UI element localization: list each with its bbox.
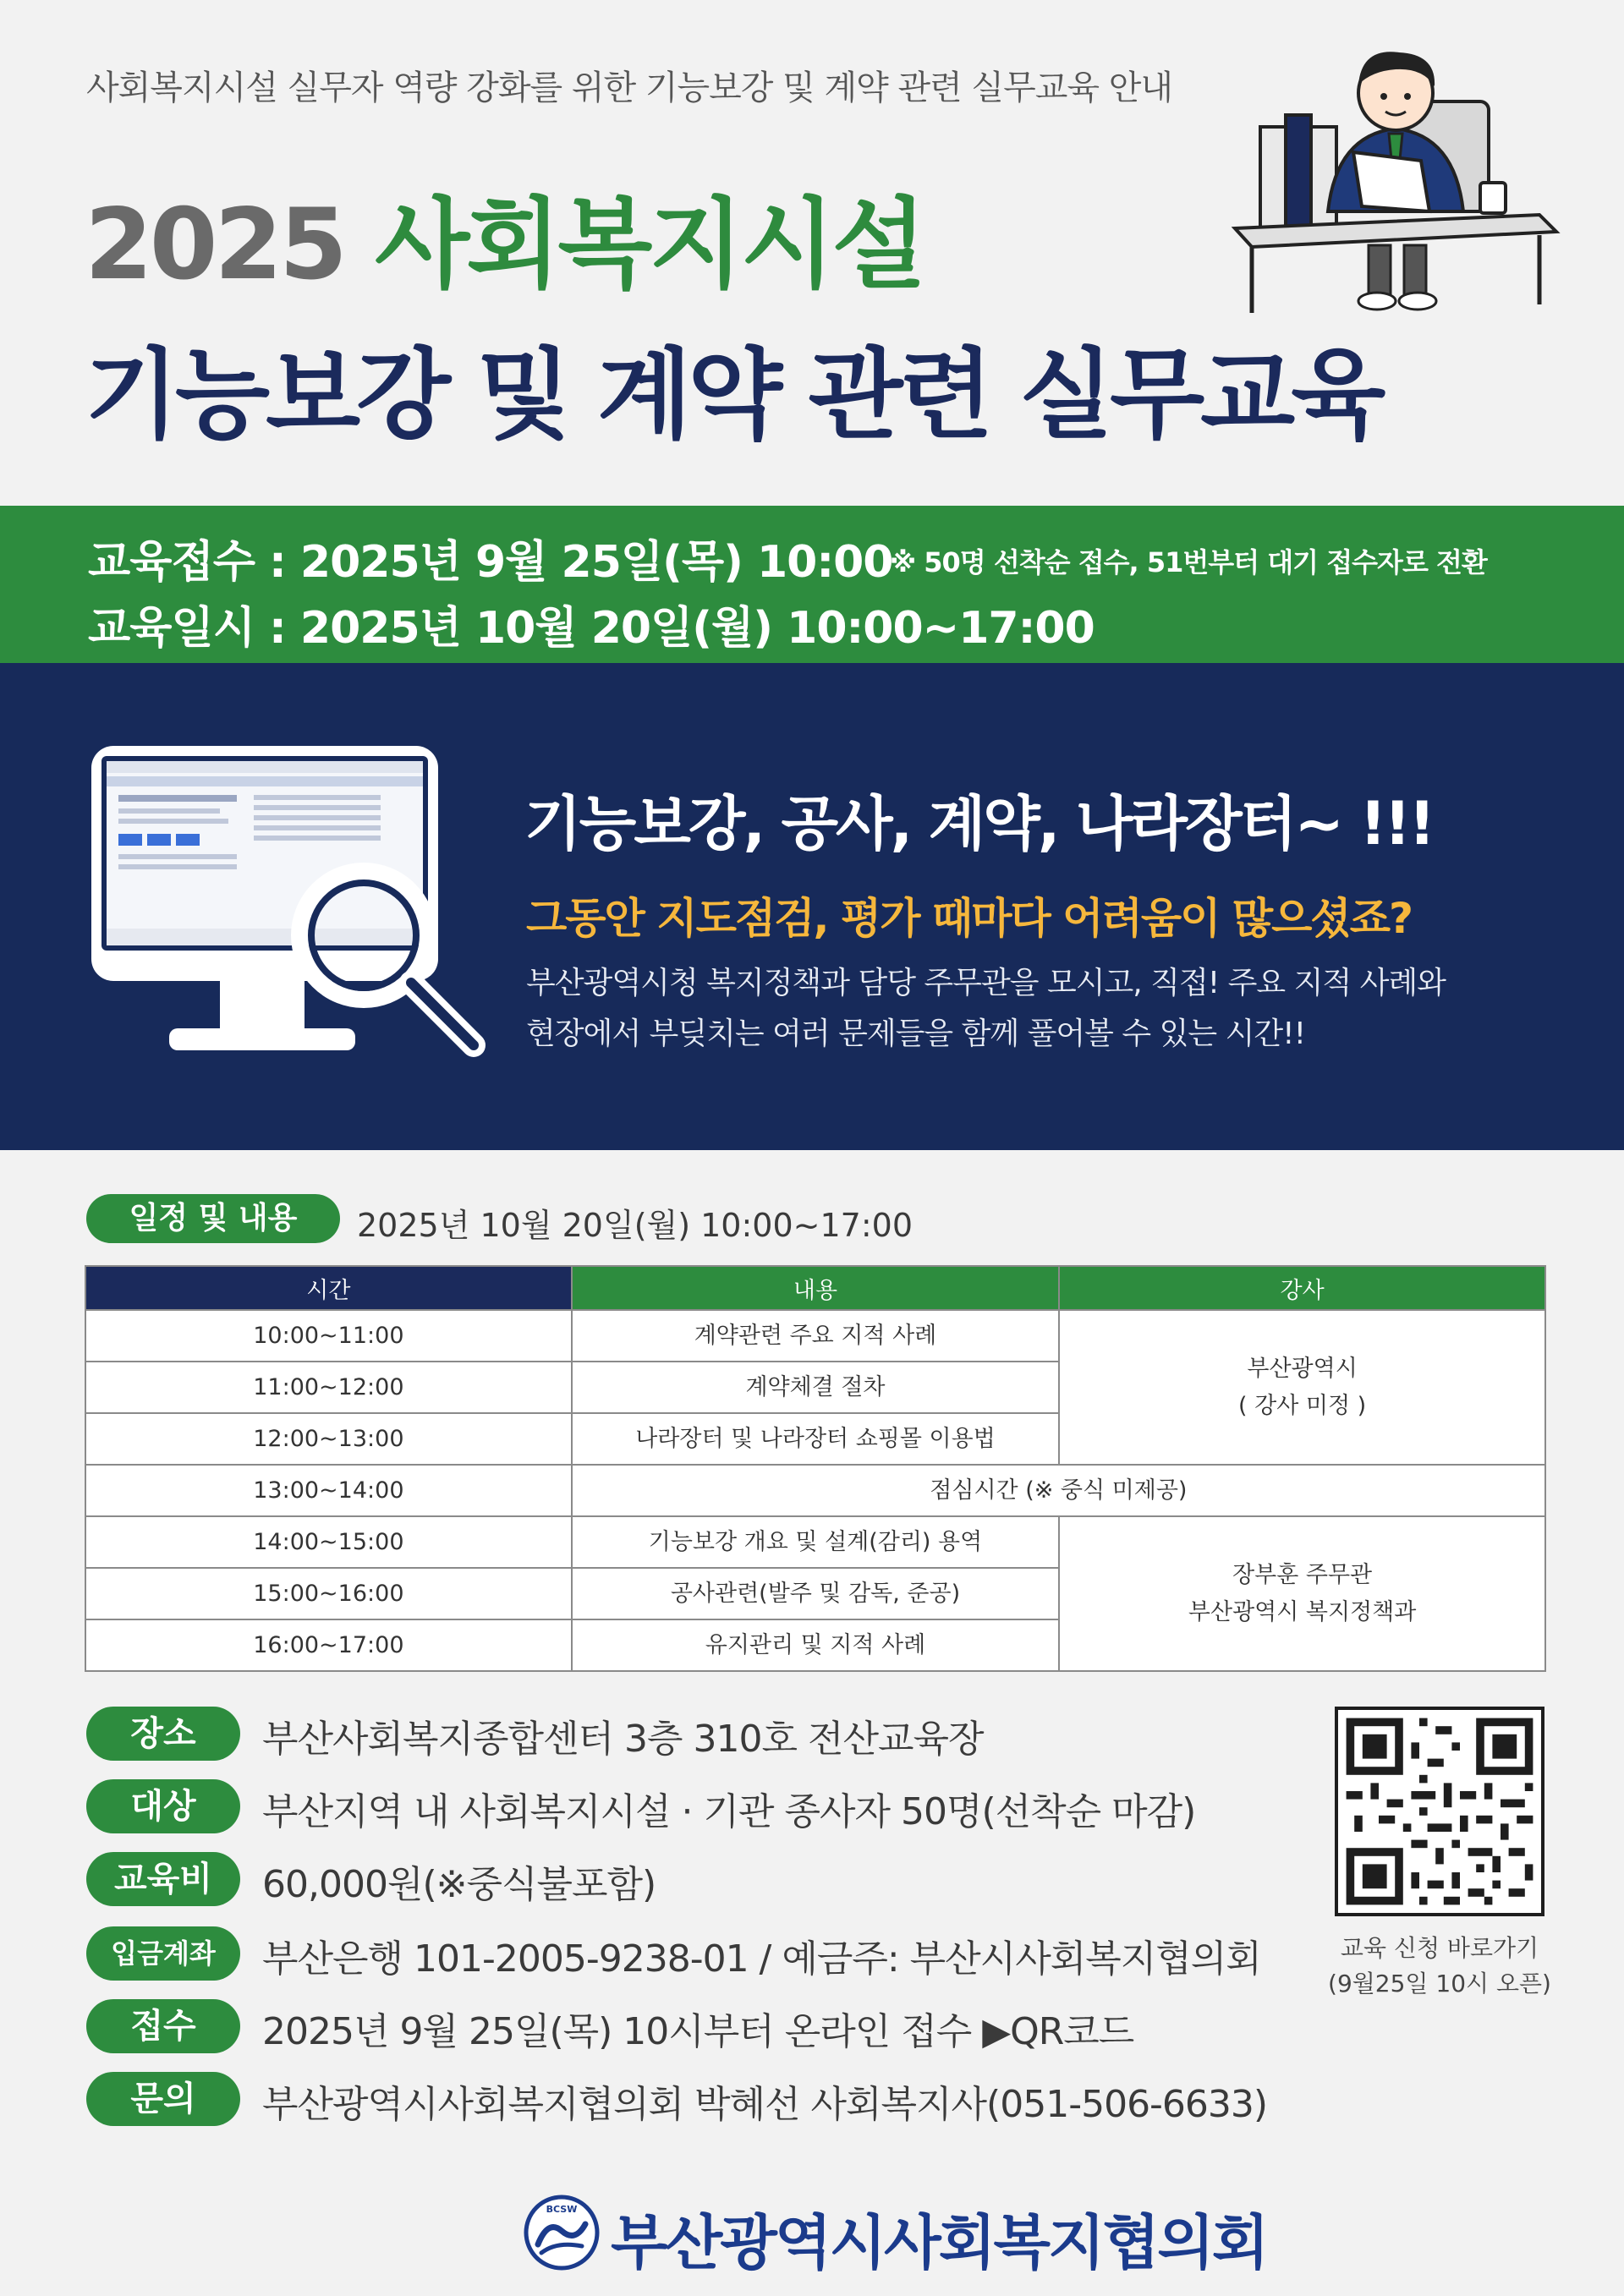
qr-caption: 교육 신청 바로가기 [1340, 1934, 1539, 1962]
fee-main: 60,000원 [262, 1863, 423, 1906]
time-cell: 11:00~12:00 [85, 1362, 572, 1413]
instructor-note: ( 강사 미정 ) [1238, 1392, 1367, 1419]
fee-label: 교육비 [86, 1852, 240, 1906]
instructor-cell [1059, 1516, 1545, 1671]
content-cell: 나라장터 및 나라장터 쇼핑몰 이용법 [572, 1413, 1059, 1465]
time-cell: 16:00~17:00 [85, 1619, 572, 1671]
fee-note: (※중식불포함) [422, 1863, 656, 1906]
qr-caption-note: (9월25일 10시 오픈) [1328, 1970, 1551, 1997]
schedule-date: 2025년 10월 20일(월) 10:00~17:00 [357, 1207, 913, 1244]
content-cell: 기능보강 개요 및 설계(감리) 용역 [572, 1516, 1059, 1568]
page-subtitle: 사회복지시설 실무자 역량 강화를 위한 기능보강 및 계약 관련 실무교육 안내 [86, 68, 1172, 107]
account-value: 부산은행 101-2005-9238-01 / 예금주: 부산시사회복지협의회 [262, 1937, 1261, 1981]
promo-headline: 기능보강, 공사, 계약, 나라장터~ !!! [524, 789, 1434, 858]
schedule-label: 일정 및 내용 [86, 1194, 340, 1243]
content-cell: 계약관련 주요 지적 사례 [572, 1310, 1059, 1362]
org-logo [523, 2194, 601, 2271]
target-value [262, 1781, 1195, 1835]
page-title-line2: 기능보강 및 계약 관련 실무교육 [85, 338, 1382, 452]
schedule-table [85, 1265, 1546, 1672]
lunch-cell: 점심시간 (※ 중식 미제공) [572, 1465, 1545, 1516]
instructor-name: 부산광역시 [1247, 1356, 1358, 1383]
table-header-row [85, 1266, 1545, 1310]
instructor-cell [1059, 1310, 1545, 1465]
apply-label: 접수 [86, 1999, 240, 2053]
time-cell: 15:00~16:00 [85, 1568, 572, 1619]
content-cell: 공사관련(발주 및 감독, 준공) [572, 1568, 1059, 1619]
office-worker-illustration [1226, 34, 1565, 321]
title-highlight: 사회복지시설 [343, 188, 924, 302]
fee-value [262, 1854, 656, 1908]
page-title-line1 [85, 188, 924, 302]
table-row [85, 1310, 1545, 1362]
title-year: 2025 [85, 188, 344, 302]
org-logo-text: BCSW [546, 2204, 578, 2215]
table-row [85, 1516, 1545, 1568]
promo-description-line2: 현장에서 부딪치는 여러 문제들을 함께 풀어볼 수 있는 시간!! [526, 1016, 1306, 1051]
qr-pattern [1338, 1710, 1541, 1913]
target-main: 부산지역 내 사회복지시설 · 기관 종사자 50명 [262, 1790, 982, 1833]
time-cell: 13:00~14:00 [85, 1465, 572, 1516]
content-cell: 계약체결 절차 [572, 1362, 1059, 1413]
instructor-name: 장부훈 주무관 [1232, 1562, 1373, 1589]
place-label: 장소 [86, 1707, 240, 1761]
table-header-content: 내용 [572, 1266, 1059, 1310]
education-date: 교육일시 : 2025년 10월 20일(월) 10:00~17:00 [88, 603, 1095, 654]
time-cell: 10:00~11:00 [85, 1310, 572, 1362]
time-cell: 12:00~13:00 [85, 1413, 572, 1465]
contact-value: 부산광역시사회복지협의회 박혜선 사회복지사(051-506-6633) [262, 2083, 1268, 2126]
qr-code-icon[interactable] [1335, 1707, 1544, 1916]
org-name: 부산광역시사회복지협의회 [611, 2208, 1267, 2277]
target-note: (선착순 마감) [981, 1790, 1196, 1833]
promo-question: 그동안 지도점검, 평가 때마다 어려움이 많으셨죠? [526, 894, 1413, 943]
instructor-affiliation: 부산광역시 복지정책과 [1188, 1598, 1417, 1625]
registration-date: 교육접수 : 2025년 9월 25일(목) 10:00 [88, 537, 893, 588]
account-label: 입금계좌 [86, 1926, 240, 1981]
table-header-instructor: 강사 [1059, 1266, 1545, 1310]
table-header-time: 시간 [85, 1266, 572, 1310]
time-cell: 14:00~15:00 [85, 1516, 572, 1568]
content-cell: 유지관리 및 지적 사례 [572, 1619, 1059, 1671]
monitor-magnifier-illustration [85, 736, 499, 1074]
registration-note: ※ 50명 선착순 접수, 51번부터 대기 접수자로 전환 [890, 546, 1487, 578]
apply-value: 2025년 9월 25일(목) 10시부터 온라인 접수 ▶QR코드 [262, 2010, 1134, 2053]
contact-label: 문의 [86, 2072, 240, 2126]
table-row [85, 1465, 1545, 1516]
promo-description-line1: 부산광역시청 복지정책과 담당 주무관을 모시고, 직접! 주요 지적 사례와 [526, 966, 1446, 1000]
target-label: 대상 [86, 1779, 240, 1833]
place-value: 부산사회복지종합센터 3층 310호 전산교육장 [262, 1718, 984, 1761]
